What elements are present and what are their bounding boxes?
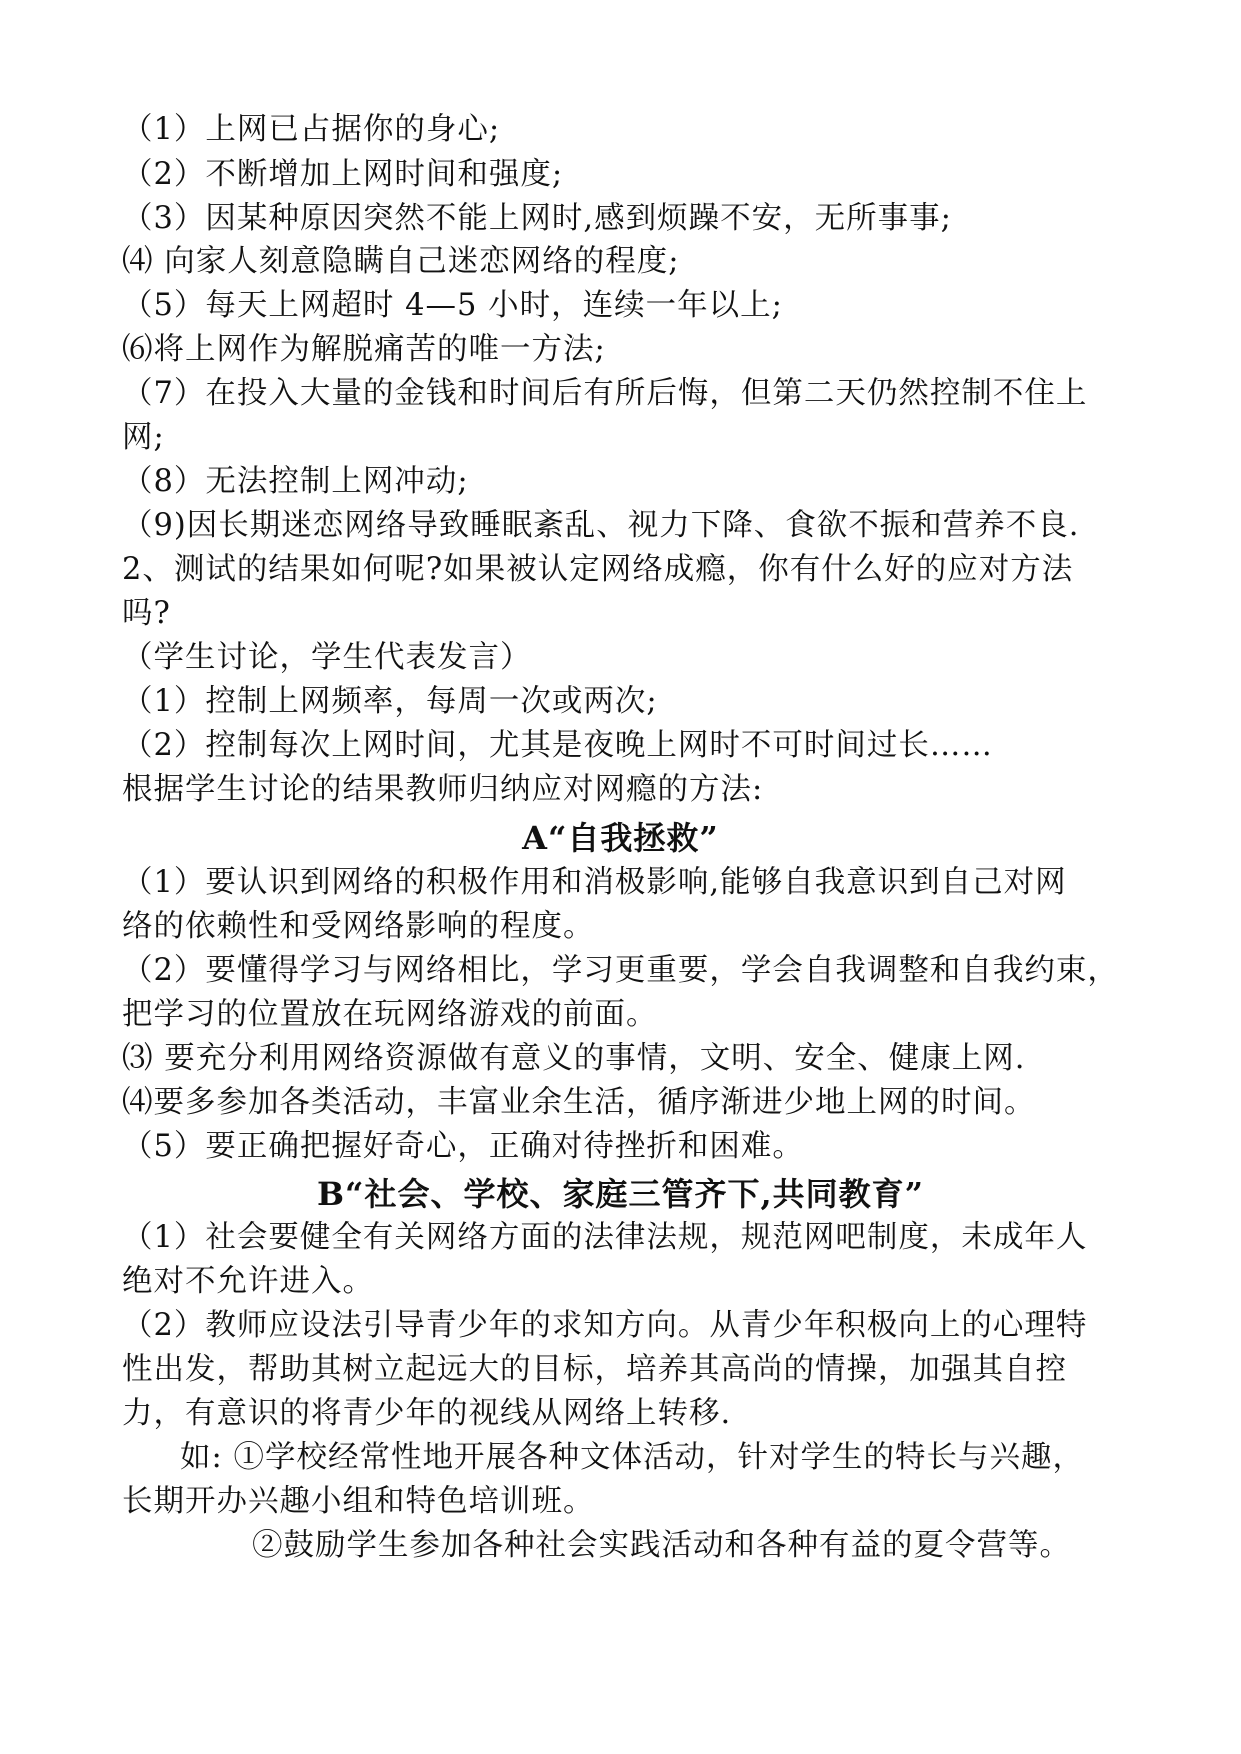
text-line: 如: ①学校经常性地开展各种文体活动，针对学生的特长与兴趣， (180, 1440, 1084, 1475)
text-line: 性出发，帮助其树立起远大的目标，培养其高尚的情操，加强其自控 (122, 1352, 1067, 1387)
text-line: （3）因某种原因突然不能上网时,感到烦躁不安，无所事事; (122, 201, 952, 236)
text-line: 络的依赖性和受网络影响的程度。 (122, 909, 595, 944)
text-line: 长期开办兴趣小组和特色培训班。 (122, 1484, 595, 1519)
text-line: （9)因长期迷恋网络导致睡眠紊乱、视力下降、食欲不振和营养不良. (122, 508, 1080, 543)
text-line: （5）要正确把握好奇心，正确对待挫折和困难。 (122, 1129, 804, 1164)
text-line: （7）在投入大量的金钱和时间后有所后悔，但第二天仍然控制不住上 (122, 376, 1088, 411)
text-line: （2）控制每次上网时间，尤其是夜晚上网时不可时间过长…… (122, 728, 993, 763)
text-line: （5）每天上网超时 4—5 小时，连续一年以上; (122, 288, 783, 323)
text-line: （2）教师应设法引导青少年的求知方向。从青少年积极向上的心理特 (122, 1308, 1088, 1343)
section-heading-a: A“自我拯救” (522, 819, 719, 857)
text-line: （2）要懂得学习与网络相比，学习更重要，学会自我调整和自我约束， (122, 953, 1119, 988)
text-line: ②鼓励学生参加各种社会实践活动和各种有益的夏令营等。 (252, 1528, 1071, 1563)
text-line: （8）无法控制上网冲动; (122, 464, 469, 499)
text-line: 网; (122, 420, 165, 455)
text-line: ⑷ 向家人刻意隐瞒自己迷恋网络的程度; (122, 244, 680, 279)
text-line: 2、测试的结果如何呢?如果被认定网络成瘾，你有什么好的应对方法 (122, 552, 1074, 587)
text-line: （1）上网已占据你的身心; (122, 112, 501, 147)
text-line: 力，有意识的将青少年的视线从网络上转移. (122, 1396, 732, 1431)
text-line: （学生讨论，学生代表发言） (122, 640, 532, 675)
text-line: 吗? (122, 596, 171, 631)
text-line: 绝对不允许进入。 (122, 1264, 374, 1299)
text-line: （1）控制上网频率，每周一次或两次; (122, 684, 658, 719)
text-line: 把学习的位置放在玩网络游戏的前面。 (122, 997, 658, 1032)
text-line: 根据学生讨论的结果教师归纳应对网瘾的方法: (122, 772, 764, 807)
text-line: （1）要认识到网络的积极作用和消极影响,能够自我意识到自己对网 (122, 865, 1067, 900)
section-heading-b: B“社会、学校、家庭三管齐下,共同教育” (316, 1175, 924, 1213)
text-line: ⑹将上网作为解脱痛苦的唯一方法; (122, 332, 606, 367)
text-line: ⑶ 要充分利用网络资源做有意义的事情，文明、安全、健康上网. (122, 1041, 1026, 1076)
text-line: （1）社会要健全有关网络方面的法律法规，规范网吧制度，未成年人 (122, 1220, 1088, 1255)
text-line: （2）不断增加上网时间和强度; (122, 157, 564, 192)
text-line: ⑷要多参加各类活动，丰富业余生活，循序渐进少地上网的时间。 (122, 1085, 1036, 1120)
